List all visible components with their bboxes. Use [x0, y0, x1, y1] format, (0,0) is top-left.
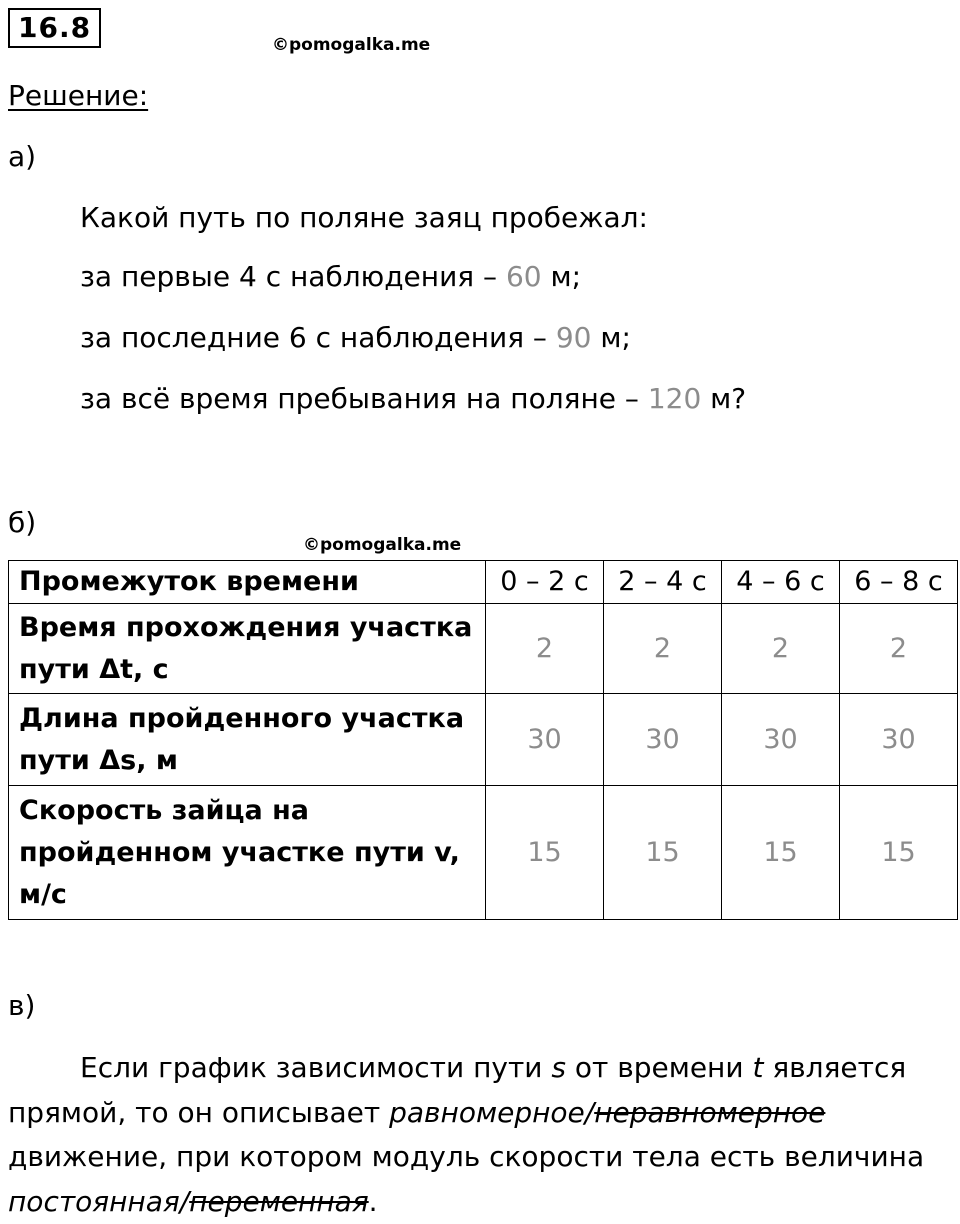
table-row-header: Время прохождения участка пути Δt, с	[9, 604, 486, 694]
table-cell: 15	[604, 786, 722, 920]
table-column-header: 6 – 8 с	[840, 561, 958, 604]
table-row-header: Промежуток времени	[9, 561, 486, 604]
table-cell: 15	[486, 786, 604, 920]
table-cell: 15	[722, 786, 840, 920]
part-a-label: а)	[8, 140, 37, 173]
answer-value: 90	[555, 321, 592, 354]
table-column-header: 0 – 2 с	[486, 561, 604, 604]
struck-option: неравномерное	[594, 1095, 826, 1129]
text-run: .	[368, 1184, 378, 1218]
table-row-header: Скорость зайца на пройденном участке пути v, м/с	[9, 786, 486, 920]
part-a-line	[80, 381, 746, 417]
part-b-label: б)	[8, 506, 37, 539]
answer-value: 120	[647, 382, 702, 415]
table-row-header: Длина пройденного участка пути Δs, м	[9, 694, 486, 786]
solution-heading: Решение:	[8, 79, 149, 112]
chosen-option: равномерное/	[389, 1095, 595, 1129]
part-v-label: в)	[8, 989, 36, 1022]
variable-s: s	[551, 1051, 566, 1084]
line-prefix: за первые 4 с наблюдения –	[80, 260, 506, 293]
line-prefix: за всё время пребывания на поляне –	[80, 382, 648, 415]
struck-option: переменная	[189, 1184, 369, 1218]
line-suffix: м?	[701, 382, 747, 415]
table-cell: 30	[722, 694, 840, 786]
part-v-paragraph	[8, 1046, 958, 1224]
answer-value: 60	[505, 260, 542, 293]
text-run: Если график зависимости пути	[80, 1051, 552, 1084]
table-cell: 2	[840, 604, 958, 694]
line-prefix: за последние 6 с наблюдения –	[80, 321, 556, 354]
table-cell: 2	[722, 604, 840, 694]
part-a-line	[80, 320, 631, 356]
table-cell: 30	[604, 694, 722, 786]
table-cell: 2	[486, 604, 604, 694]
watermark: ©pomogalka.me	[303, 535, 462, 555]
part-a-line	[80, 259, 581, 295]
text-run: от времени	[565, 1051, 753, 1084]
line-suffix: м;	[541, 260, 582, 293]
part-a-question: Какой путь по поляне заяц пробежал:	[80, 201, 648, 234]
task-number: 16.8	[8, 8, 101, 48]
data-table	[8, 560, 958, 920]
variable-t: t	[752, 1051, 764, 1084]
table-header-row	[9, 561, 958, 604]
table-cell: 30	[840, 694, 958, 786]
table-cell: 2	[604, 604, 722, 694]
table-cell: 15	[840, 786, 958, 920]
watermark: ©pomogalka.me	[272, 35, 431, 55]
text-run: движение, при котором модуль скорости тела есть величина	[8, 1140, 925, 1173]
table-row	[9, 786, 958, 920]
chosen-option: постоянная/	[8, 1184, 190, 1218]
table-row	[9, 694, 958, 786]
table-column-header: 2 – 4 с	[604, 561, 722, 604]
table-row	[9, 604, 958, 694]
table-column-header: 4 – 6 с	[722, 561, 840, 604]
text-run: является прямой, то он описывает	[8, 1051, 907, 1129]
table-cell: 30	[486, 694, 604, 786]
line-suffix: м;	[591, 321, 631, 354]
